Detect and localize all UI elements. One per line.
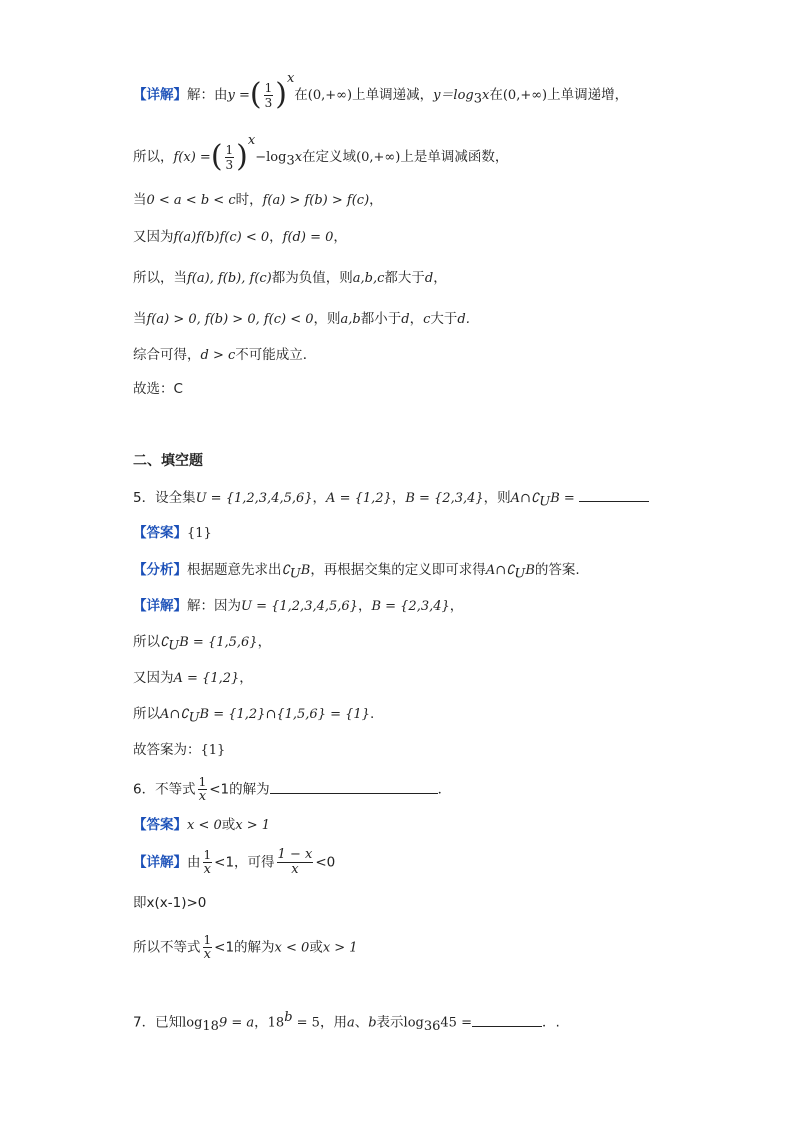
fraction: $\frac{1 - x}{x}$	[277, 847, 313, 877]
detail-tag: 【详解】	[133, 598, 187, 614]
q6-stem: 6．不等式 $\frac{1}{x}$ <1的解为 ．	[133, 775, 452, 804]
q5-answer: 【答案】{1}	[133, 525, 212, 541]
q5-stem: 5．设全集U = {1,2,3,4,5,6}，A = {1,2}，B = {2,3,4}，则$A\cap∁_UB$ =	[133, 487, 649, 513]
fraction: $\frac{1}{x}$	[198, 775, 207, 804]
p1-line3: 当0 < a < b < c时，f(a) > f(b) > f(c)，	[133, 192, 383, 208]
q5-detail-3: 又因为A = {1,2}，	[133, 670, 253, 686]
q6-detail-3: 所以不等式 $\frac{1}{x}$ <1的解为x < 0或x > 1	[133, 933, 358, 962]
q5-detail-1: 【详解】解：因为U = {1,2,3,4,5,6}，B = {2,3,4}，	[133, 598, 464, 614]
detail-tag: 【详解】	[133, 87, 187, 103]
p1-line4: 又因为f(a)f(b)f(c) < 0，f(d) = 0，	[133, 229, 347, 245]
detail-tag: 【详解】	[133, 854, 187, 871]
q5-analysis: 【分析】根据题意先求出$∁_UB$，再根据交集的定义即可求得$A\cap∁_UB$的答案.	[133, 562, 580, 582]
q6-detail-1: 【详解】由 $\frac{1}{x}$ <1，可得 $\frac{1 - x}{x}$ <0	[133, 847, 336, 877]
fraction: $\frac{1}{x}$	[203, 933, 212, 962]
fraction: $\frac{1}{x}$	[203, 848, 212, 877]
answer-tag: 【答案】	[133, 817, 187, 833]
p1-line6: 当f(a) > 0, f(b) > 0, f(c) < 0，则a,b都小于d，c大于d.	[133, 311, 470, 327]
q6-answer: 【答案】x < 0或x > 1	[133, 817, 271, 833]
q5-detail-2: 所以$∁_UB = \{1,5,6\}$，	[133, 634, 272, 654]
q7-stem: 7．已知$\log_{18}9 = a$，$18^b = 5$，用a、b表示$\log_{36}45$ = ．.	[133, 1010, 560, 1035]
q5-detail-4: 所以$A\cap∁_UB$ = {1,2}∩{1,5,6} = {1}.	[133, 706, 375, 726]
answer-blank	[270, 779, 438, 794]
p1-line5: 所以，当f(a), f(b), f(c)都为负值，则a,b,c都大于d，	[133, 270, 447, 286]
p1-line2: 所以，f(x) =( $\frac{1}{3}$ )$^x-\log_3x$在定义域(0,+∞)上是单调减函数，	[133, 132, 509, 174]
fraction: $\frac{1}{3}$	[264, 80, 273, 110]
analysis-tag: 【分析】	[133, 562, 187, 578]
q5-detail-5: 故答案为：{1}	[133, 742, 226, 758]
p1-line7: 综合可得，d > c不可能成立．	[133, 347, 317, 363]
p1-line8: 故选：C	[133, 381, 183, 397]
p1-line1: 【详解】解：由y =( $\frac{1}{3}$ )$^x$在(0,+∞)上单调递减，$y=\log_3x$在(0,+∞)上单调递增，	[133, 70, 629, 112]
fraction: $\frac{1}{3}$	[225, 142, 234, 172]
answer-tag: 【答案】	[133, 525, 187, 541]
answer-blank	[472, 1012, 542, 1027]
section-heading: 二、填空题	[133, 453, 203, 469]
answer-blank	[579, 487, 649, 502]
q6-detail-2: 即x(x-1)>0	[133, 895, 207, 911]
